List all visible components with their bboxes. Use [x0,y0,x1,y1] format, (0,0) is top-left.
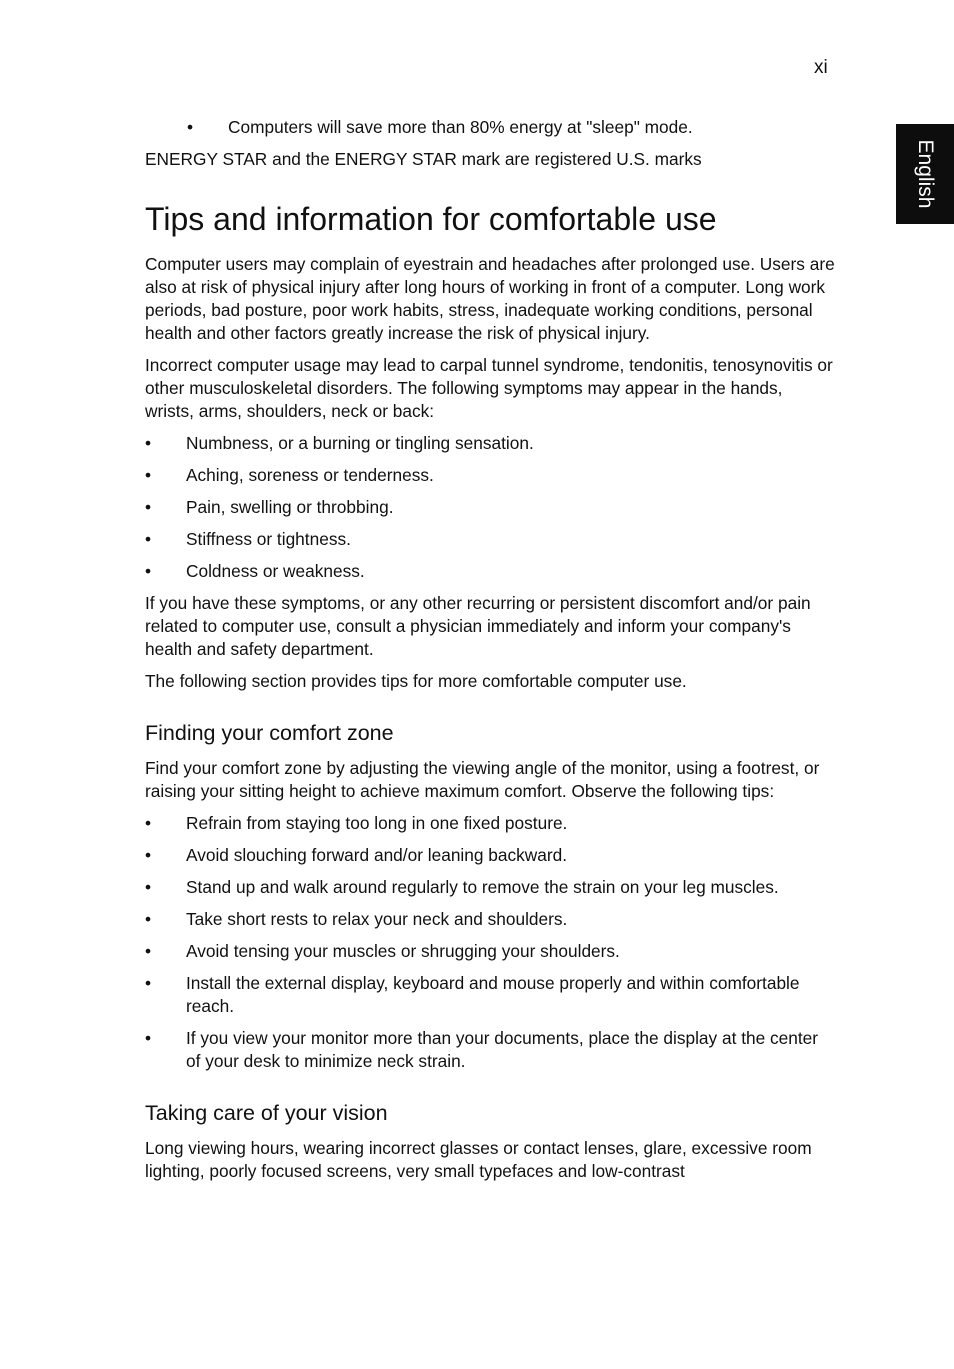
bullet-icon: • [187,117,194,137]
list-item [145,844,835,867]
trademark-paragraph: ENERGY STAR and the ENERGY STAR mark are registered U.S. marks [145,149,702,169]
bullet-icon: • [145,941,152,961]
paragraph: Incorrect computer usage may lead to carpal tunnel syndrome, tendonitis, tenosynovitis or other musculoskeletal disorders. The following symptoms may appear in the hands, wrists, arms, shoulders, neck or back: [145,355,833,421]
list-item [145,560,835,583]
paragraph: Long viewing hours, wearing incorrect glasses or contact lenses, glare, excessive room lighting, poorly focused screens, very small typefaces and low-contrast [145,1138,812,1181]
list-item-text: Take short rests to relax your neck and shoulders. [186,909,568,929]
bullet-icon: • [145,877,152,897]
intro-bullet-list [145,116,835,139]
list-item-text: Avoid tensing your muscles or shrugging your shoulders. [186,941,620,961]
bullet-icon: • [145,813,152,833]
paragraph: Find your comfort zone by adjusting the viewing angle of the monitor, using a footrest, or raising your sitting height to achieve maximum comfort. Observe the following tips: [145,758,820,801]
list-item [145,496,835,519]
list-item-text: Stiffness or tightness. [186,529,351,549]
bullet-icon: • [145,845,152,865]
bullet-icon: • [145,433,152,453]
list-item-text: Refrain from staying too long in one fixed posture. [186,813,568,833]
subsection-title-comfort-zone: Finding your comfort zone [145,721,394,745]
list-item-text: Coldness or weakness. [186,561,365,581]
section-title-comfortable-use: Tips and information for comfortable use [145,201,717,237]
bullet-icon: • [145,529,152,549]
list-item-text: Avoid slouching forward and/or leaning backward. [186,845,568,865]
comfort-tips-list [145,812,835,1073]
paragraph: Computer users may complain of eyestrain and headaches after prolonged use. Users are also at risk of physical injury after long hours of working in front of a computer. Long work periods, bad posture, poor work habits, stress, inadequate working conditions, personal health and other factors greatly increase the risk of physical injury. [145,254,835,343]
list-item [145,940,835,963]
list-item [145,908,835,931]
list-item [145,812,835,835]
list-item-text: Numbness, or a burning or tingling sensation. [186,433,534,453]
list-item-text: Install the external display, keyboard and mouse properly and within comfortable reach. [186,973,800,1016]
list-item-text: Computers will save more than 80% energy at "sleep" mode. [228,117,693,137]
page-content [145,116,835,1192]
list-item [145,528,835,551]
list-item-text: Pain, swelling or throbbing. [186,497,394,517]
bullet-icon: • [145,497,152,517]
list-item-text: Aching, soreness or tenderness. [186,465,434,485]
list-item [145,116,835,139]
list-item [145,1027,835,1073]
bullet-icon: • [145,1028,152,1048]
list-item-text: Stand up and walk around regularly to remove the strain on your leg muscles. [186,877,779,897]
side-tab-label: English [914,139,937,209]
bullet-icon: • [145,561,152,581]
list-item [145,464,835,487]
bullet-icon: • [145,465,152,485]
list-item [145,972,835,1018]
bullet-icon: • [145,909,152,929]
paragraph: The following section provides tips for more comfortable computer use. [145,671,687,691]
bullet-icon: • [145,973,152,993]
paragraph: If you have these symptoms, or any other recurring or persistent discomfort and/or pain related to computer use, consult a physician immediately and inform your company's health and safety department. [145,593,811,659]
page-number: xi [814,57,828,78]
subsection-title-vision: Taking care of your vision [145,1101,388,1125]
language-side-tab [896,124,954,224]
list-item-text: If you view your monitor more than your documents, place the display at the center of your desk to minimize neck strain. [186,1028,819,1071]
symptoms-list [145,432,835,583]
list-item [145,876,835,899]
list-item [145,432,835,455]
